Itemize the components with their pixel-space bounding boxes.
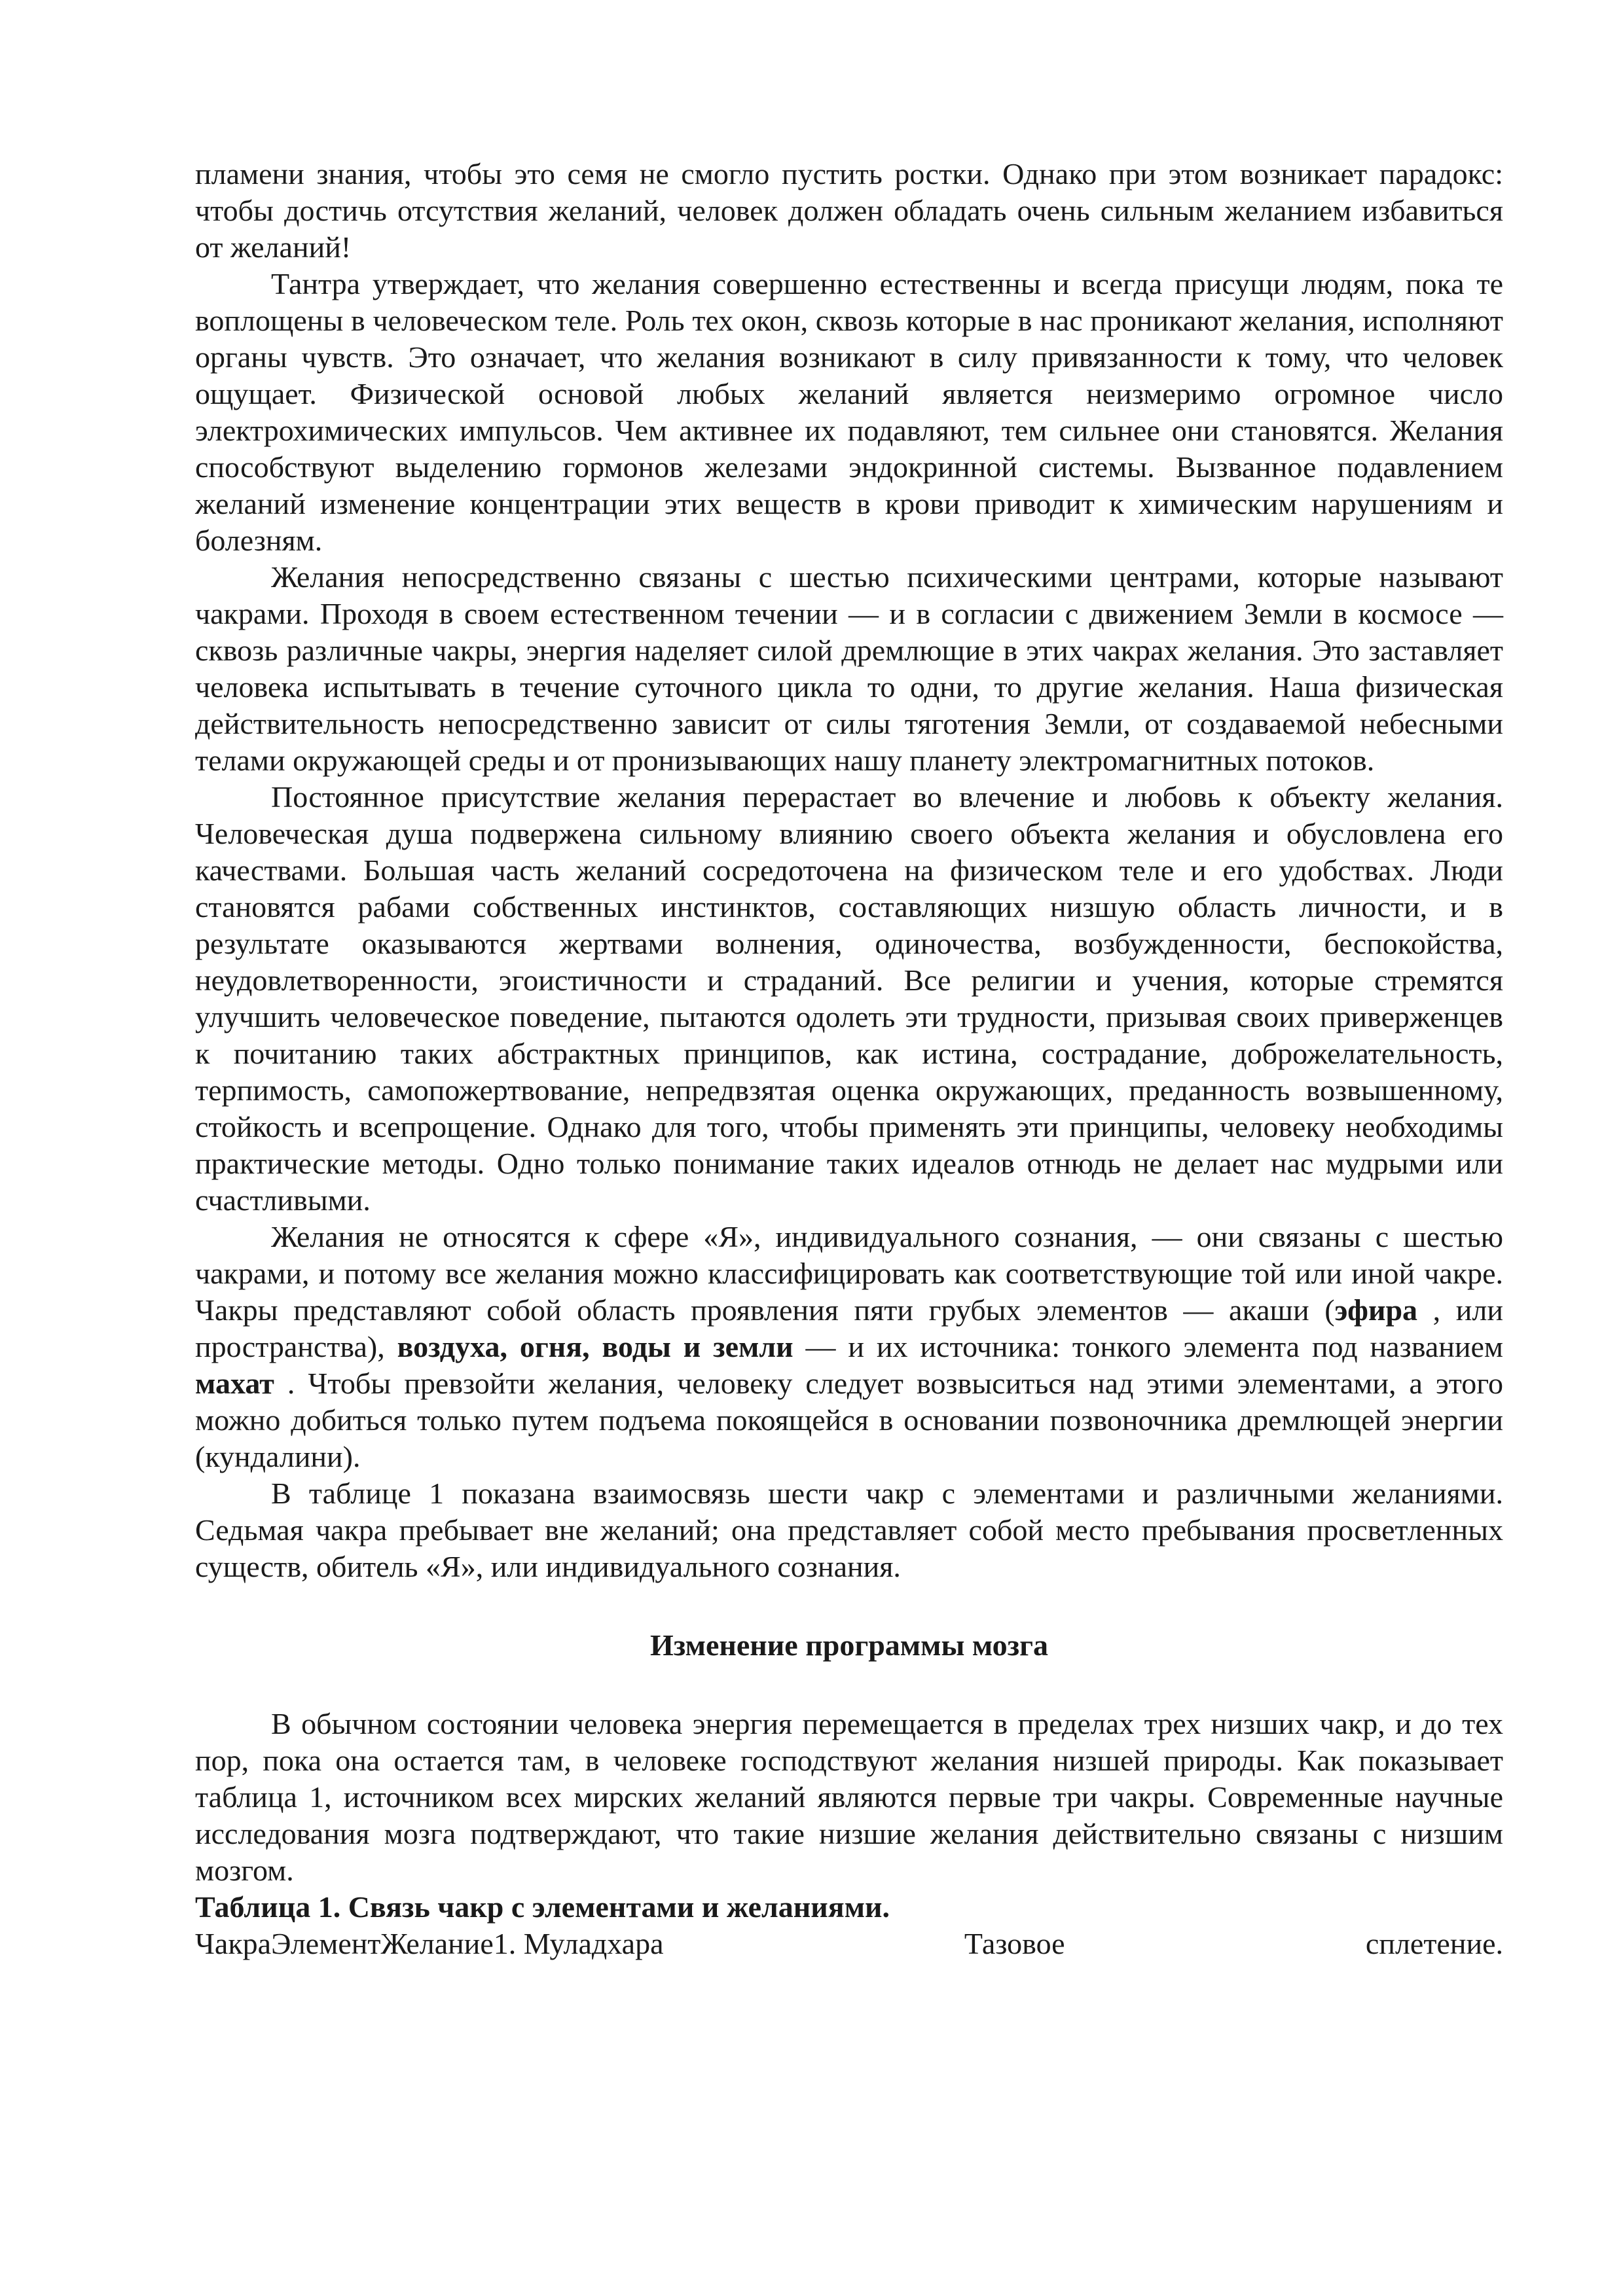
paragraph-tantra: Тантра утверждает, что желания совершенно естественны и всегда присущи людям, пока те воплощены в человеческом теле. Роль тех окон, сквозь которые в нас проникают желания, исполняют органы чувств. Это означает, что желания возникают в силу привязанности к тому, что человек ощущает. Физической основой любых желаний является неизмеримо огромное число электрохимических импульсов. Чем активнее их подавляют, тем сильнее они становятся. Желания способствуют выделению гормонов железами эндокринной системы. Вызванное подавлением желаний изменение концентрации этих веществ в крови приводит к химическим нарушениям и болезням.: [195, 267, 1503, 557]
elements-text-e: . Чтобы превзойти желания, человеку следует возвыситься над этими элементами, а этого можно добиться только путем подъема покоящейся в основании позвоночника дремлющей энергии (кундалини).: [195, 1367, 1503, 1473]
paragraph-chakras-energy: Желания непосредственно связаны с шестью психическими центрами, которые называют чакрами. Проходя в своем естественном течении — и в согласии с движением Земли в космосе — сквозь различные чакры, энергия наделяет силой дремлющие в этих чакрах желания. Это заставляет человека испытывать в течение суточного цикла то одни, то другие желания. Наша физическая действительность непосредственно зависит от силы тяготения Земли, от создаваемой небесными телами окружающей среды и от пронизывающих нашу планету электромагнитных потоков.: [195, 560, 1503, 777]
section-heading: Изменение программы мозга: [650, 1628, 1048, 1662]
document-page: [195, 156, 1503, 1962]
table-cell-3: сплетение.: [1365, 1927, 1503, 1960]
elements-text-a: Желания не относятся к сфере «Я», индивидуального сознания, — они связаны с шестью чакрами, и потому все желания можно классифицировать как соответствующие той или иной чакре. Чакры представляют собой область проявления пяти грубых элементов — акаши (: [195, 1220, 1503, 1327]
ether-term: эфира: [1334, 1293, 1418, 1327]
mahat-term: махат: [195, 1367, 274, 1400]
paragraph-table-reference: В таблице 1 показана взаимосвязь шести чакр с элементами и различными желаниями. Седьмая чакра пребывает вне желаний; она представляет собой место пребывания просветленных существ, обитель «Я», или индивидуального сознания.: [195, 1477, 1503, 1583]
elements-text-c: , или пространства),: [195, 1293, 1503, 1363]
paragraph-desire-attachment: Постоянное присутствие желания перерастает во влечение и любовь к объекту желания. Человеческая душа подвержена сильному влиянию своего объекта желания и обусловлена его качествами. Большая часть желаний сосредоточена на физическом теле и его удобствах. Люди становятся рабами собственных инстинктов, составляющих низшую область личности, и в результате оказываются жертвами волнения, одиночества, возбужденности, беспокойства, неудовлетворенности, эгоистичности и страданий. Все религии и учения, которые стремятся улучшить человеческое поведение, пытаются одолеть эти трудности, призывая своих приверженцев к почитанию таких абстрактных принципов, как истина, сострадание, доброжелательность, терпимость, самопожертвование, непредвзятая оценка окружающих, преданность возвышенному, стойкость и всепрощение. Однако для того, чтобы применять эти принципы, человеку необходимы практические методы. Одно только понимание таких идеалов отнюдь не делает нас мудрыми или счастливыми.: [195, 780, 1503, 1217]
paragraph-intro: пламени знания, чтобы это семя не смогло пустить ростки. Однако при этом возникает парадокс: чтобы достичь отсутствия желаний, человек должен обладать очень сильным желанием избавиться от желаний!: [195, 157, 1503, 264]
table-row: [195, 1926, 1503, 1962]
paragraph-elements: [195, 1219, 1503, 1475]
table-cell-2: Тазовое: [964, 1927, 1065, 1960]
paragraph-lower-chakras: В обычном состоянии человека энергия перемещается в пределах трех низших чакр, и до тех пор, пока она остается там, в человеке господствуют желания низшей природы. Как показывает таблица 1, источником всех мирских желаний являются первые три чакры. Современные научные исследования мозга подтверждают, что такие низшие желания действительно связаны с низшим мозгом.: [195, 1707, 1503, 1887]
elements-list-term: воздуха, огня, воды и земли: [397, 1330, 793, 1363]
table-cell-1: ЧакраЭлементЖелание1. Муладхара: [195, 1927, 664, 1960]
elements-text-d: — и их источника: тонкого элемента под названием: [793, 1330, 1504, 1363]
table-caption: Таблица 1. Связь чакр с элементами и желаниями.: [195, 1890, 890, 1924]
